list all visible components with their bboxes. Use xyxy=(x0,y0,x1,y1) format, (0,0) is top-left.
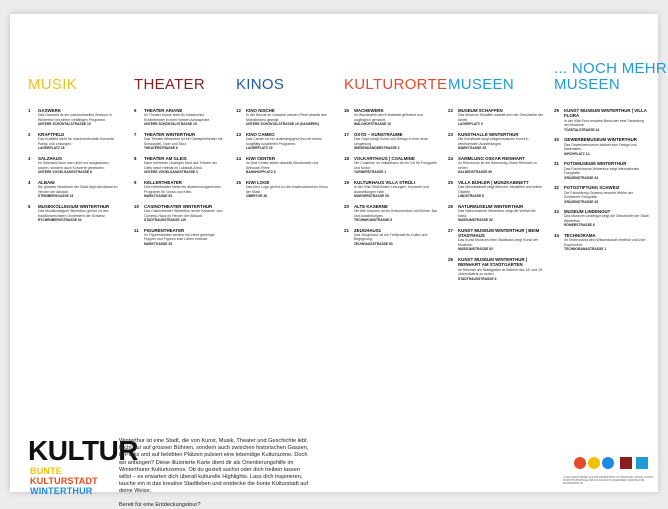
entry-name: OXYD – KUNSTRÄUME xyxy=(354,131,403,137)
entry-description: Das Oxyd bringt Kunst und Design in eine neue Umgebung. xyxy=(354,137,428,146)
entry-description: Im Theater Ariane steht für klassisches Erzähltheater in einer intimen Atmosphäre. xyxy=(144,113,211,122)
entry-name: GASWERK xyxy=(38,108,61,113)
entry-name: FOTOSTIFTUNG SCHWEIZ xyxy=(564,185,620,191)
entry-name: THEATER ARIANE xyxy=(144,108,183,113)
entry-address: HALDENSTRASSE 95 xyxy=(458,170,492,175)
entry-name: KUNST MUSEUM WINTERTHUR | BEIM STADTHAUS xyxy=(458,227,540,238)
entry-address: LAGERPLATZ 9 xyxy=(458,122,483,127)
entry-address: GRÜZENSTRASSE 44 xyxy=(564,175,599,180)
entry-name: KUNST MUSEUM WINTERTHUR | VILLA FLORA xyxy=(564,108,647,119)
entry-name: KULTURHAUS VILLA STRÜLI xyxy=(354,179,415,185)
entry-name: KELLERTHEATER xyxy=(144,179,182,185)
entry-description: Das Museum Schaffen widmet sich der Geschichte der Arbeit. xyxy=(458,113,544,122)
entry-number: 13 xyxy=(236,131,241,137)
entry-description: Das Kellertheater bietet ein abwechslungsreiches Programm für Gross und Klein. xyxy=(144,185,221,194)
entry-name: MUSEUM SCHAFFEN xyxy=(458,108,503,113)
entry-address: LAGERPLATZ 18 xyxy=(38,146,65,151)
entry-12 xyxy=(236,108,332,127)
entry-19 xyxy=(344,180,440,199)
entry-description: Das Zeughaus1 ist ein Treffpunkt für Kultur und Begegnung. xyxy=(354,232,428,242)
entry-name: SAMMLUNG OSKAR REINHART xyxy=(458,155,525,161)
entry-21 xyxy=(344,228,440,247)
entry-description: Im Salzhaus kann man nicht nur ausgelassen tanzen, sondern auch Konzerte geniessen. xyxy=(38,161,109,170)
entry-25 xyxy=(448,180,544,199)
entry-name: KIWI LOGE xyxy=(246,179,270,185)
column-museen xyxy=(448,108,544,286)
entry-address: UNTERE SCHÖNTALSTRASSE 19 xyxy=(38,122,91,127)
entry-17 xyxy=(344,132,440,151)
entry-number: 4 xyxy=(28,179,31,185)
entry-description: Die Coalmine im Volkarthaus ist ein Ort für Fotografie und Kultur. xyxy=(354,161,437,170)
entry-name: CASINOTHEATER WINTERTHUR xyxy=(144,203,213,209)
entry-description: Im Wachewerk wird Kreativität gefördert und zugänglich gemacht. xyxy=(354,113,423,122)
entry-address: WALDHOFSTRASSE 19 xyxy=(354,122,391,127)
footer-credits: © 2025 LENA TOBLER. KULTUR WINTERTHUR. ILLUSTRATION, TEXTE, LAYOUT. KUNSTHOCHSCHULE. DRUCK AUF RECYCLINGPAPIER. WWW.KULTUR-WINTERTHUR.CH xyxy=(563,476,654,485)
entry-name: THEATER AM GLEIS xyxy=(144,155,187,161)
entry-number: 12 xyxy=(236,108,241,113)
entry-address: UNTERE VOGELSANGSTRASSE 6 xyxy=(38,170,92,175)
entry-number: 20 xyxy=(344,203,349,209)
entry-description: In der Nische im Gaswerk werden Filme abseits des Mainstreams gezeigt. xyxy=(246,113,327,122)
entry-address: UNTERE VOGELSANGSTRASSE 3 xyxy=(144,170,198,175)
entry-number: 32 xyxy=(554,185,559,191)
heading-museen-2: MUSEEN xyxy=(554,76,620,93)
entry-number: 31 xyxy=(554,161,559,167)
entry-4 xyxy=(28,180,120,199)
entry-address: TURNERSTRASSE 1 xyxy=(354,170,387,175)
entry-name: KIWI CENTER xyxy=(246,155,276,161)
entry-description: Das Kunst Museum beim Stadthaus zeigt Kunst der Moderne. xyxy=(458,238,539,247)
subtitle-kulturstadt: KULTURSTADT xyxy=(30,476,98,486)
entry-number: 26 xyxy=(448,203,453,209)
entry-address: TECHNORAMASTRASSE 1 xyxy=(564,247,607,252)
entry-number: 22 xyxy=(448,108,453,113)
entry-description: Das Theater Winterthur ist ein Gastspieltheater mit Schauspiel, Oper und Tanz. xyxy=(144,137,223,146)
entry-number: 15 xyxy=(236,179,241,185)
title-kultur: KULTUR xyxy=(28,435,139,466)
entry-address: MURGERSTRASSE 26 xyxy=(354,194,389,199)
entry-33 xyxy=(554,209,650,228)
heading-musik: MUSIK xyxy=(28,76,78,93)
entry-number: 9 xyxy=(134,179,137,185)
entry-address: MUSEUMSTRASSE 52 xyxy=(458,218,493,223)
entry-description: Im Reinhart am Stadtgarten ist Malerei des 18. und 19. Jahrhunderts zu sehen. xyxy=(458,267,544,277)
entry-28 xyxy=(448,257,544,281)
entry-name: FIGURENTHEATER xyxy=(144,227,185,233)
entry-address: THEATERSTRASSE 6 xyxy=(144,146,178,151)
column-musik xyxy=(28,108,120,228)
entry-address: LINDSTRASSE 8 xyxy=(458,194,485,199)
entry-description: Das Musikkollegium Winterthur gehört zu den traditionsreichsten Orchestern der Schweiz. xyxy=(38,209,109,218)
entry-description: Das Naturmuseum Winterthur zeigt die Vielfalt der Natur. xyxy=(458,209,536,218)
entry-address: MARKTGASSE 53 xyxy=(144,194,173,199)
entry-address: UNTERE SCHÖNTALSTRASSE 19 xyxy=(144,122,197,127)
heading-kinos: KINOS xyxy=(236,76,285,93)
entry-number: 29 xyxy=(554,108,559,113)
entry-number: 11 xyxy=(134,227,139,233)
intro-text xyxy=(119,438,309,509)
logo-mark-4 xyxy=(620,457,632,469)
entry-number: 2 xyxy=(28,131,31,137)
entry-description: Das Fotomuseum Winterthur zeigt internationale Fotografie. xyxy=(564,166,640,176)
entry-29 xyxy=(554,108,650,132)
entry-number: 18 xyxy=(344,155,349,161)
entry-name: NATURMUSEUM WINTERTHUR xyxy=(458,203,524,209)
entry-address: TÖSSTALSTRASSE 44 xyxy=(564,127,600,132)
entry-description: Das Museum Lindengut zeigt die Geschichte der Stadt Winterthur. xyxy=(564,214,649,223)
entry-name: KUNSTHALLE WINTERTHUR xyxy=(458,131,519,137)
intro-question: Bereit für eine Entdeckungstour? xyxy=(119,501,201,508)
intro-paragraph: Winterthur ist eine Stadt, die von Kunst, Musik, Theater und Geschichte lebt. Nicht nur auf grossen Bühnen, sondern auch zwischen historischen Gassen, in Parks und auf belebten Plätzen pulsiert eine lebendige Kulturszene. Doch wo anfangen? Diese illustrierte Karte dient dir als Orientierungshilfe im Winterthurer Kulturkosmos. Ob du gezielt suchst oder dich treiben lassen willst – es erwarten dich überall kulturelle Highlights. Lass dich inspirieren, tauche ein in das kreative Stadtleben und entdecke die bunte Kulturstadt auf deine Weise. xyxy=(119,438,309,495)
entry-15 xyxy=(236,180,332,199)
entry-title xyxy=(554,108,650,119)
entry-description: Das Kraftfeld steht für unkonventionelle Konzerte, Partys und Lesungen. xyxy=(38,137,116,146)
entry-number: 21 xyxy=(344,227,349,233)
column-kulturorte xyxy=(344,108,440,251)
entry-6 xyxy=(134,108,226,127)
entry-description: Im Kiwi Center laufen aktuelle Blockbuster und Arthouse-Filme. xyxy=(246,161,319,170)
entry-description: Im Römerholz ist die Sammlung Oskar Reinhart zu sehen. xyxy=(458,161,537,170)
entry-address: STADTHAUSSTRASSE 119 xyxy=(144,218,186,223)
entry-3 xyxy=(28,156,120,175)
entry-address: BAHNHOFPLATZ 6 xyxy=(246,170,276,175)
entry-name: KINO NISCHE xyxy=(246,108,275,113)
subtitle-winterthur: WINTERTHUR xyxy=(30,486,93,496)
entry-description: Das Gewerbemuseum widmet sich Design und Materialien. xyxy=(564,142,637,152)
sponsor-logos xyxy=(572,452,650,474)
entry-name: ALTE KASERNE xyxy=(354,203,388,209)
entry-address: MUSEUMSTRASSE 52 xyxy=(458,247,493,252)
entry-description: Die Kunsthalle zeigt zeitgenössische Kunst in wechselnden Ausstellungen. xyxy=(458,137,529,146)
entry-number: 5 xyxy=(28,203,31,209)
entry-address: KIRCHPLATZ 14 xyxy=(564,151,590,156)
entry-name: TECHNORAMA xyxy=(564,232,596,238)
entry-14 xyxy=(236,156,332,175)
entry-description: Im Figurentheater werden mit Liebe gefertigte Puppen und Figuren zum Leben erweckt. xyxy=(144,232,215,242)
entry-13 xyxy=(236,132,332,151)
entry-name: VOLKARTHAUS | COALMINE xyxy=(354,155,415,161)
entry-name: THEATER WINTERTHUR xyxy=(144,131,196,137)
entry-name: GEWERBEMUSEUM WINTERTHUR xyxy=(564,137,637,143)
entry-name: ALBANI xyxy=(38,179,55,185)
entry-description: Das Casinotheater Winterthur ist ein Kabarett- und Comedy-Haus im Herzen der Altstadt. xyxy=(144,209,223,218)
heading-kulturorte: KULTURORTE xyxy=(344,76,448,93)
entry-name: FOTOMUSEUM WINTERTHUR xyxy=(564,161,627,167)
entry-34 xyxy=(554,233,650,252)
entry-number: 16 xyxy=(344,108,349,113)
column-kinos xyxy=(236,108,332,204)
entry-address: STEINBERGGASSE 16 xyxy=(38,194,74,199)
entry-address: LAGERPLATZ 19 xyxy=(246,146,273,151)
entry-description: Nach mehreren Umzügen fand das Theater am Gleis seine Heimat im Lokstadt-Areal. xyxy=(144,161,218,170)
entry-9 xyxy=(134,180,226,199)
column-theater xyxy=(134,108,226,251)
entry-description: Das Münzkabinett zeigt Münzen, Medaillen und antike Objekte. xyxy=(458,185,542,194)
logo-mark-3 xyxy=(602,457,614,469)
entry-10 xyxy=(134,204,226,223)
entry-number: 25 xyxy=(448,179,453,185)
entry-description: Das Gaswerk ist ein soziokulturelles Zentrum in Winterthur mit einem vielfältigen Programm. xyxy=(38,113,112,122)
entry-name: KRAFTFELD xyxy=(38,131,65,137)
entry-name: MUSEUM LINDENGUT xyxy=(564,209,611,215)
entry-description: Das Kino Loge gehört zu den traditionsreichen Kinos der Stadt. xyxy=(246,185,328,194)
poster-sheet xyxy=(10,14,668,508)
entry-number: 27 xyxy=(448,227,453,233)
entry-number: 30 xyxy=(554,137,559,143)
entry-name: KINO CAMEO xyxy=(246,131,275,137)
entry-description: Im Technorama wird Wissenschaft erlebbar und zum Experiment. xyxy=(564,238,646,247)
entry-address: RÖMERSTRASSE 8 xyxy=(564,223,595,228)
entry-22 xyxy=(448,108,544,127)
entry-name: KUNST MUSEUM WINTERTHUR | REINHART AM STADTGARTEN xyxy=(458,256,528,268)
entry-number: 10 xyxy=(134,203,139,209)
entry-address: RYCHENBERGSTRASSE 94 xyxy=(38,218,82,223)
heading-museen: MUSEEN xyxy=(448,76,514,93)
entry-number: 33 xyxy=(554,209,559,215)
logo-mark-1 xyxy=(574,457,586,469)
entry-address: UNTERE SCHÖNTALSTRASSE 19 (GASWERK) xyxy=(246,122,320,127)
entry-description: In der Villa Flora erwartet Besucher eine Sammlung der Moderne. xyxy=(564,118,645,128)
entry-number: 34 xyxy=(554,232,559,238)
entry-number: 23 xyxy=(448,131,453,137)
entry-description: In der Villa Strüli finden Lesungen, Konzerte und Ausstellungen statt. xyxy=(354,185,430,194)
entry-title xyxy=(448,228,544,239)
entry-description: Als grösster Musikclub der Stadt liegt das Albani im Herzen der Altstadt. xyxy=(38,185,118,194)
entry-31 xyxy=(554,161,650,180)
logo-mark-2 xyxy=(588,457,600,469)
entry-number: 7 xyxy=(134,131,137,137)
entry-30 xyxy=(554,137,650,156)
entry-number: 3 xyxy=(28,155,31,161)
entry-8 xyxy=(134,156,226,175)
entry-24 xyxy=(448,156,544,175)
entry-2 xyxy=(28,132,120,151)
logo-mark-5 xyxy=(636,457,648,469)
entry-7 xyxy=(134,132,226,151)
entry-number: 19 xyxy=(344,179,349,185)
entry-1 xyxy=(28,108,120,127)
entry-name: MUSIKKOLLEGIUM WINTERTHUR xyxy=(38,203,110,209)
entry-number: 1 xyxy=(28,108,31,113)
entry-number: 6 xyxy=(134,108,137,113)
entry-address: WIESENDANGERSTRASSE 2 xyxy=(354,146,400,151)
entry-address: TECHNIKUMSTRASSE 8 xyxy=(354,218,393,223)
entry-name: WACHEWERK xyxy=(354,108,384,113)
entry-address: MARKTGASSE 25 xyxy=(458,146,487,151)
subtitle-bunte: BUNTE xyxy=(30,466,62,476)
entry-name: VILLA BÜHLER | MÜNZKABINETT xyxy=(458,179,529,185)
entry-name: SALZHAUS xyxy=(38,155,62,161)
entry-address: OBERTOR 46 xyxy=(246,194,268,199)
entry-name: ZEUGHAUS1 xyxy=(354,227,382,233)
entry-title xyxy=(448,257,544,268)
entry-16 xyxy=(344,108,440,127)
entry-number: 28 xyxy=(448,256,453,262)
entry-address: ZEUGHAUSSTRASSE 60 xyxy=(354,241,393,246)
entry-32 xyxy=(554,185,650,204)
heading-noch-mehr: ... NOCH MEHR xyxy=(554,60,668,77)
entry-number: 17 xyxy=(344,131,349,137)
entry-number: 8 xyxy=(134,155,137,161)
entry-23 xyxy=(448,132,544,151)
entry-address: MARKTGASSE 25 xyxy=(144,241,173,246)
heading-theater: THEATER xyxy=(134,76,205,93)
entry-20 xyxy=(344,204,440,223)
entry-description: Das Cameo ist ein unabhängiges Kino mit einem sorgfältig kuratierten Programm. xyxy=(246,137,322,146)
entry-description: Die Alte Kaserne ist ein Kulturzentrum mit Bühne, Bar und Ausstellungen. xyxy=(354,209,438,218)
column-noch-mehr-museen xyxy=(554,108,650,257)
entry-5 xyxy=(28,204,120,223)
entry-11 xyxy=(134,228,226,247)
entry-number: 14 xyxy=(236,155,241,161)
entry-number: 24 xyxy=(448,155,453,161)
entry-27 xyxy=(448,228,544,252)
entry-address: STADTHAUSSTRASSE 6 xyxy=(458,276,497,281)
entry-26 xyxy=(448,204,544,223)
entry-title xyxy=(554,137,650,142)
entry-address: GRÜZENSTRASSE 45 xyxy=(564,199,599,204)
entry-description: Die Fotostiftung Schweiz bewahrt Werke der Schweizer Fotografie. xyxy=(564,190,633,200)
entry-18 xyxy=(344,156,440,175)
